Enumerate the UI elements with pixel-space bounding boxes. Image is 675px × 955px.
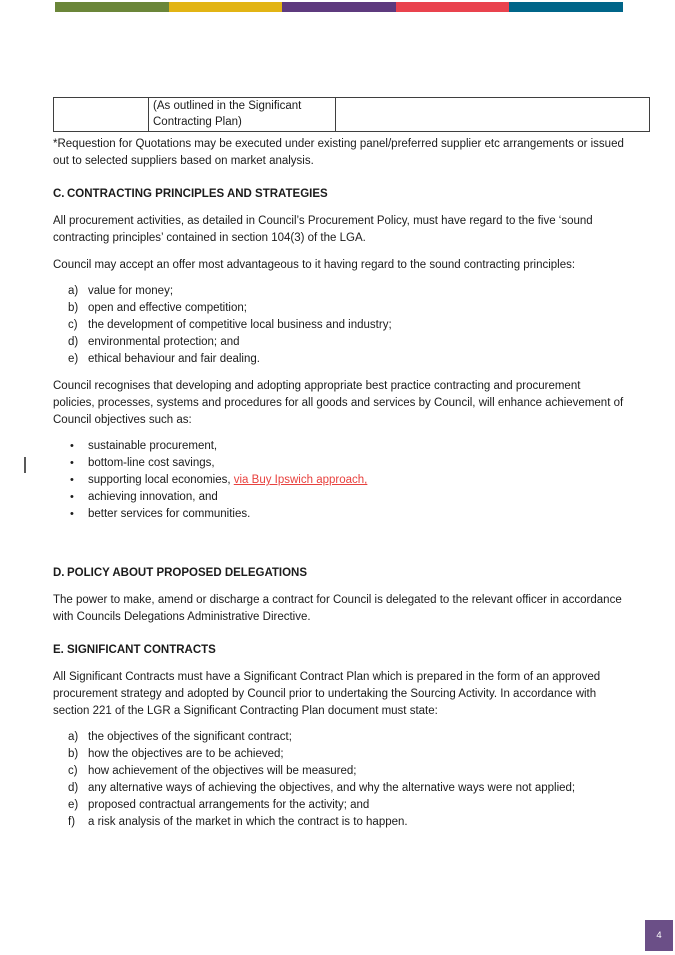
section-c-letter: C. xyxy=(53,188,65,200)
section-c-title: CONTRACTING PRINCIPLES AND STRATEGIES xyxy=(67,188,328,200)
list-item-label: b) xyxy=(68,748,79,760)
section-c-paragraph-1: All procurement activities, as detailed in Council’s Procurement Policy, must have regard to the five ‘sound contracting principles’ contained in section 104(3) of the LGA. xyxy=(53,215,593,244)
bullet-icon: • xyxy=(70,474,74,486)
bullet-icon: • xyxy=(70,457,74,469)
list-item-text: bottom-line cost savings, xyxy=(88,457,215,469)
list-item xyxy=(53,438,624,455)
section-c-paragraph-2: Council may accept an offer most advantageous to it having regard to the sound contracting principles: xyxy=(53,259,576,271)
section-e-title: SIGNIFICANT CONTRACTS xyxy=(67,644,216,656)
list-item-label: a) xyxy=(68,285,79,297)
list-item xyxy=(53,455,624,472)
section-c-heading xyxy=(53,186,624,203)
page-number: 4 xyxy=(656,930,662,941)
section-d-paragraph-1: The power to make, amend or discharge a contract for Council is delegated to the relevant officer in accordance with Councils Delegations Administrative Directive. xyxy=(53,594,622,623)
table-footnote: *Requestion for Quotations may be executed under existing panel/preferred supplier etc arrangements or issued out to selected suppliers based on market analysis. xyxy=(53,138,624,167)
table-cell-significant-plan: (As outlined in the Significant Contracting Plan) xyxy=(149,98,336,132)
section-e-heading xyxy=(53,642,624,659)
list-item-text: value for money; xyxy=(88,285,174,297)
list-item xyxy=(53,729,624,746)
bullet-icon: • xyxy=(70,491,74,503)
list-item-text: the objectives of the significant contract; xyxy=(88,731,292,743)
page-number-badge xyxy=(645,920,673,951)
list-item-text: how achievement of the objectives will be measured; xyxy=(88,765,357,777)
section-e-paragraph-1: All Significant Contracts must have a Significant Contract Plan which is prepared in the form of an approved procurement strategy and adopted by Council prior to undertaking the Sourcing Activity. In accordance with section 221 of the LGR a Significant Contracting Plan document must state: xyxy=(53,671,601,717)
section-d-letter: D. xyxy=(53,567,65,579)
significant-plan-requirements-list xyxy=(53,729,624,831)
list-item-text: proposed contractual arrangements for the activity; and xyxy=(88,799,370,811)
list-item xyxy=(53,506,624,523)
list-item xyxy=(53,797,624,814)
list-item xyxy=(53,746,624,763)
list-item xyxy=(53,489,624,506)
list-item xyxy=(53,814,624,831)
list-item-label: d) xyxy=(68,336,79,348)
section-d-title: POLICY ABOUT PROPOSED DELEGATIONS xyxy=(67,567,308,579)
document-content xyxy=(53,0,624,831)
bullet-icon: • xyxy=(70,440,74,452)
list-item-text: ethical behaviour and fair dealing. xyxy=(88,353,260,365)
table-cell-empty-right xyxy=(336,98,650,132)
list-item-text: environmental protection; and xyxy=(88,336,240,348)
buy-ipswich-inserted-link[interactable]: via Buy Ipswich approach, xyxy=(233,474,368,486)
section-e-letter: E. xyxy=(53,644,64,656)
list-item-label: e) xyxy=(68,799,79,811)
list-item xyxy=(53,763,624,780)
list-item-text: the development of competitive local business and industry; xyxy=(88,319,392,331)
bullet-icon: • xyxy=(70,508,74,520)
tracked-change-bar xyxy=(24,457,26,473)
list-item-text: achieving innovation, and xyxy=(88,491,218,503)
list-item-text: open and effective competition; xyxy=(88,302,247,314)
list-item-text: a risk analysis of the market in which the contract is to happen. xyxy=(88,816,408,828)
section-c-paragraph-3: Council recognises that developing and adopting appropriate best practice contracting and procurement policies, processes, systems and procedures for all goods and services by Council, will enhance achievement of Council objectives such as: xyxy=(53,380,624,426)
list-item-text: sustainable procurement, xyxy=(88,440,218,452)
list-item-label: c) xyxy=(68,765,78,777)
table-row xyxy=(54,98,650,132)
list-item-label: d) xyxy=(68,782,79,794)
council-objectives-list xyxy=(53,438,624,523)
list-item-label: e) xyxy=(68,353,79,365)
sound-principles-list xyxy=(53,283,624,368)
list-item-text: any alternative ways of achieving the objectives, and why the alternative ways were not applied; xyxy=(88,782,576,794)
list-item xyxy=(53,300,624,317)
list-item-label: f) xyxy=(68,816,76,828)
list-item xyxy=(53,351,624,368)
list-item-text: supporting local economies, xyxy=(88,474,234,486)
section-d-heading xyxy=(53,565,624,582)
list-item-label: b) xyxy=(68,302,79,314)
table-cell-empty-left xyxy=(54,98,149,132)
list-item xyxy=(53,472,624,489)
list-item xyxy=(53,283,624,300)
list-item-label: c) xyxy=(68,319,78,331)
list-item-text: better services for communities. xyxy=(88,508,251,520)
list-item-text: how the objectives are to be achieved; xyxy=(88,748,284,760)
list-item xyxy=(53,334,624,351)
list-item-label: a) xyxy=(68,731,79,743)
list-item xyxy=(53,780,624,797)
contract-type-table xyxy=(53,97,650,132)
list-item xyxy=(53,317,624,334)
